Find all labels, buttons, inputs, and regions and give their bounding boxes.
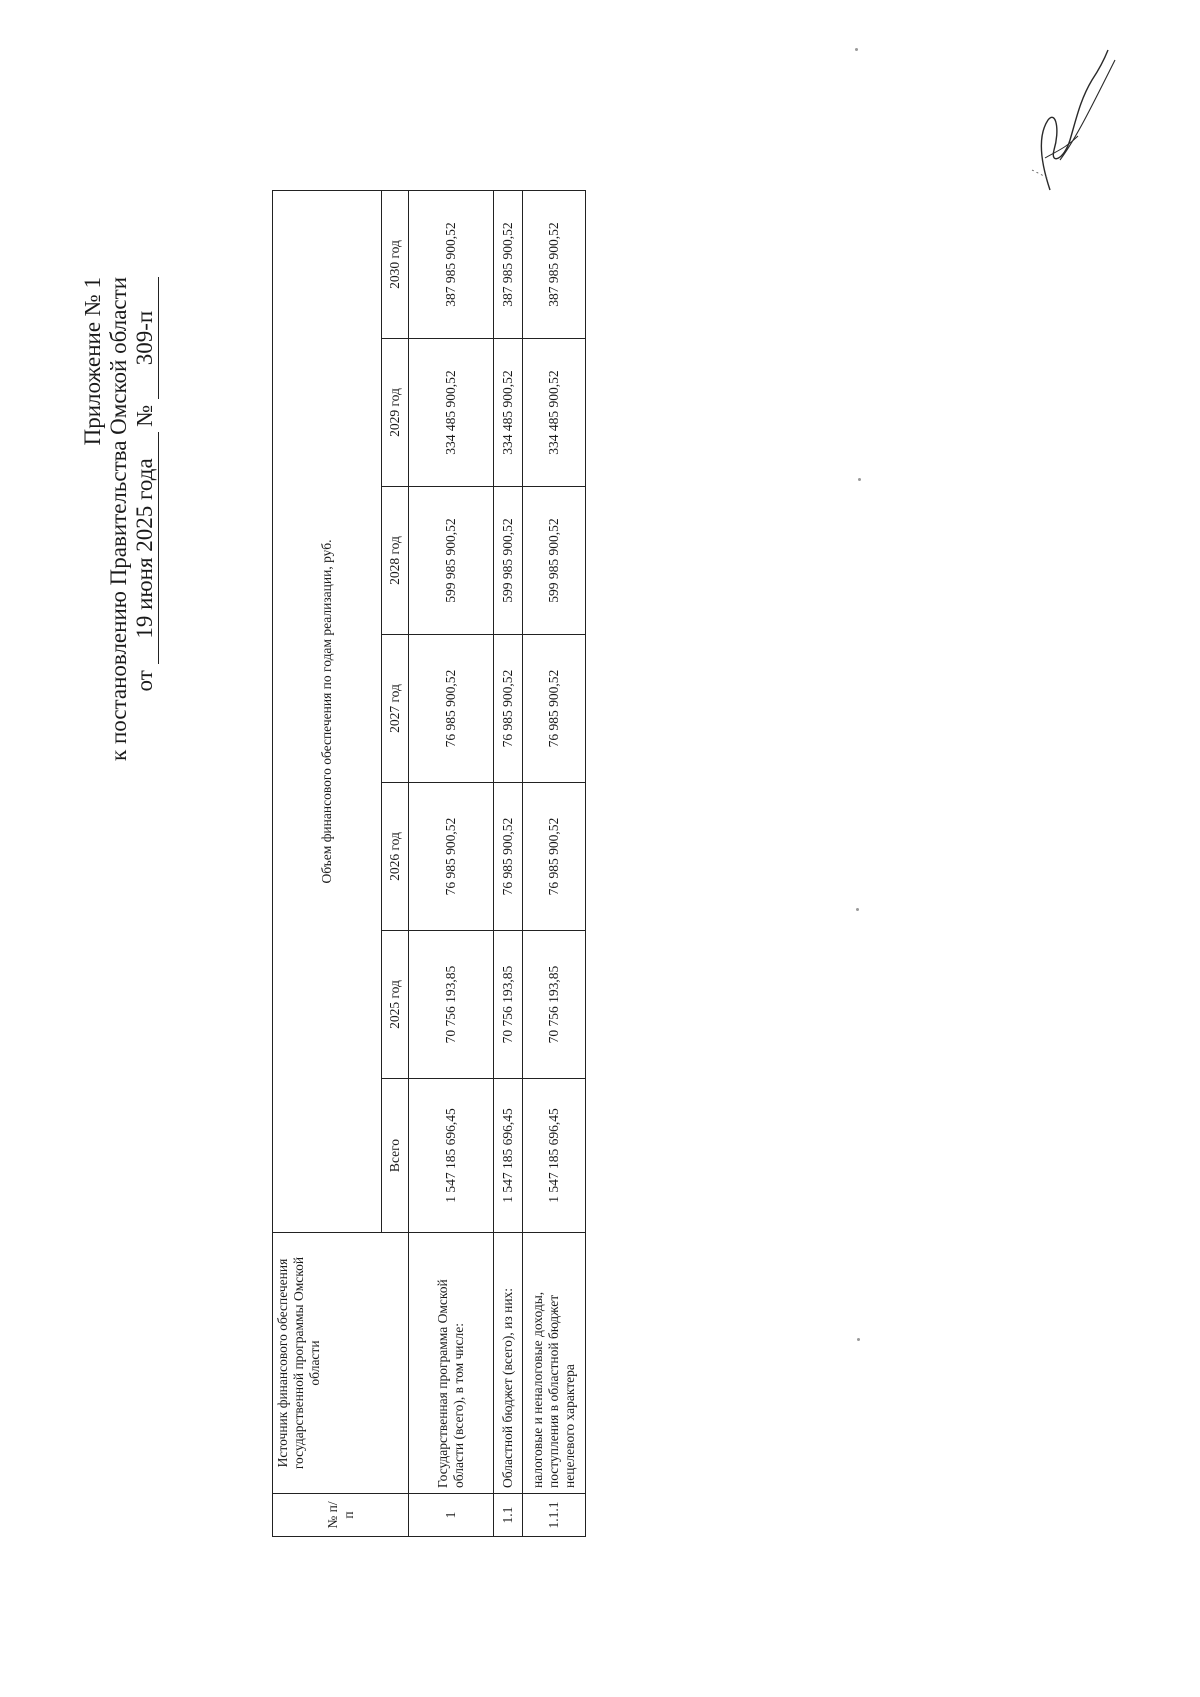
value-2027: 76 985 900,52 <box>523 635 586 783</box>
row-source: Областной бюджет (всего), из них: <box>494 1233 523 1494</box>
row-number: 1 <box>409 1494 494 1537</box>
subheader-2025: 2025 год <box>382 931 409 1079</box>
number-label: № <box>132 404 157 427</box>
row-source: налоговые и неналоговые доходы, поступления в областной бюджет нецелевого характера <box>523 1233 586 1494</box>
funding-table <box>272 190 586 1537</box>
value-2025: 70 756 193,85 <box>494 931 523 1079</box>
appendix-date-line <box>132 277 159 691</box>
value-2025: 70 756 193,85 <box>409 931 494 1079</box>
row-number: 1.1.1 <box>523 1494 586 1537</box>
value-2029: 334 485 900,52 <box>409 339 494 487</box>
value-total: 1 547 185 696,45 <box>494 1079 523 1233</box>
subheader-2028: 2028 год <box>382 487 409 635</box>
appendix-header <box>80 277 159 957</box>
subheader-total: Всего <box>382 1079 409 1233</box>
table-row <box>409 191 494 1537</box>
appendix-subtitle: к постановлению Правительства Омской области <box>106 277 131 761</box>
header-source: Источник финансового обеспечения государственной программы Омской области <box>273 1233 409 1494</box>
value-2026: 76 985 900,52 <box>494 783 523 931</box>
value-2026: 76 985 900,52 <box>409 783 494 931</box>
appendix-title: Приложение № 1 <box>80 277 105 446</box>
value-2029: 334 485 900,52 <box>523 339 586 487</box>
value-2027: 76 985 900,52 <box>494 635 523 783</box>
table-header-row <box>273 191 382 1537</box>
row-source: Государственная программа Омской области (всего), в том числе: <box>409 1233 494 1494</box>
value-2026: 76 985 900,52 <box>523 783 586 931</box>
header-row-number: № п/п <box>273 1494 409 1537</box>
table-row <box>523 191 586 1537</box>
value-2029: 334 485 900,52 <box>494 339 523 487</box>
value-total: 1 547 185 696,45 <box>409 1079 494 1233</box>
value-2025: 70 756 193,85 <box>523 931 586 1079</box>
value-2028: 599 985 900,52 <box>494 487 523 635</box>
from-label: от <box>132 670 157 692</box>
value-total: 1 547 185 696,45 <box>523 1079 586 1233</box>
resolution-date: 19 июня 2025 года <box>132 432 159 664</box>
value-2028: 599 985 900,52 <box>523 487 586 635</box>
value-2030: 387 985 900,52 <box>494 191 523 339</box>
table-row <box>494 191 523 1537</box>
value-2027: 76 985 900,52 <box>409 635 494 783</box>
subheader-2026: 2026 год <box>382 783 409 931</box>
value-2030: 387 985 900,52 <box>523 191 586 339</box>
subheader-2029: 2029 год <box>382 339 409 487</box>
resolution-number: 309-п <box>132 277 159 399</box>
value-2030: 387 985 900,52 <box>409 191 494 339</box>
value-2028: 599 985 900,52 <box>409 487 494 635</box>
subheader-2030: 2030 год <box>382 191 409 339</box>
row-number: 1.1 <box>494 1494 523 1537</box>
header-funding-volume: Объем финансового обеспечения по годам реализации, руб. <box>273 191 382 1233</box>
subheader-2027: 2027 год <box>382 635 409 783</box>
